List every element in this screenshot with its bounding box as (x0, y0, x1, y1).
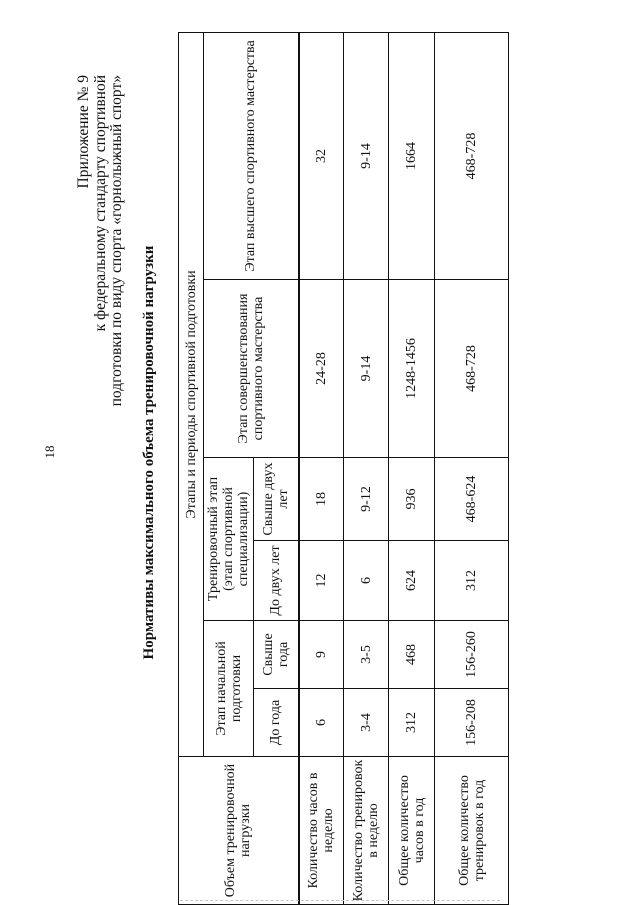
table-cell: 6 (344, 541, 389, 621)
document-title: Нормативы максимального объема тренировочной нагрузки (141, 245, 157, 660)
table-row (389, 32, 435, 904)
table-cell: 156-260 (435, 621, 509, 689)
table-cell: 6 (299, 689, 344, 757)
row-label: Количество тренировок в неделю (344, 757, 389, 905)
row-label: Количество часов в неделю (299, 757, 344, 905)
table-cell: 312 (435, 541, 509, 621)
table-cell: 12 (299, 541, 344, 621)
annex-line-1: Приложение № 9 (75, 75, 92, 189)
table-cell: 24-28 (299, 280, 344, 458)
stage-training: Тренировочный этап (этап спортивной специализации) (204, 458, 254, 621)
row-label: Общее количество часов в год (389, 757, 435, 905)
sub-initial-a: До года (254, 689, 299, 757)
annex-line-3: подготовки по виду спорта «горнолыжный спорт» (108, 75, 125, 407)
table-cell: 9-14 (344, 32, 389, 279)
table-cell: 9-12 (344, 458, 389, 541)
training-load-table (178, 32, 509, 905)
table-cell: 468-728 (435, 280, 509, 458)
sub-initial-b: Свыше года (254, 621, 299, 689)
group-header-stages: Этапы и периоды спортивной подготовки (179, 32, 204, 756)
table-cell: 9 (299, 621, 344, 689)
table-cell: 1664 (389, 32, 435, 279)
row-label: Общее количество тренировок в год (435, 757, 509, 905)
table-cell: 312 (389, 689, 435, 757)
table-cell: 1248-1456 (389, 280, 435, 458)
table-cell: 468 (389, 621, 435, 689)
annex-header (76, 75, 126, 406)
table-cell: 624 (389, 541, 435, 621)
table-cell: 3-5 (344, 621, 389, 689)
table-row (435, 32, 509, 904)
table-cell: 156-208 (435, 689, 509, 757)
scan-edge-divider (180, 900, 500, 901)
sub-training-b: Свыше двух лет (254, 458, 299, 541)
table-cell: 468-624 (435, 458, 509, 541)
table-cell: 18 (299, 458, 344, 541)
table-cell: 32 (299, 32, 344, 279)
stage-improvement: Этап совершенствования спортивного мастерства (204, 280, 299, 458)
annex-line-2: к федеральному стандарту спортивной (91, 75, 109, 332)
table-row (344, 32, 389, 904)
sub-training-a: До двух лет (254, 541, 299, 621)
page-number: 18 (42, 445, 57, 459)
col-header-load: Объем тренировочной нагрузки (179, 757, 299, 905)
table-cell: 9-14 (344, 280, 389, 458)
table-row (299, 32, 344, 904)
header-row-1 (179, 32, 204, 904)
table-cell: 468-728 (435, 32, 509, 279)
stage-higher: Этап высшего спортивного мастерства (204, 32, 299, 279)
stage-initial: Этап начальной подготовки (204, 621, 254, 757)
table-cell: 3-4 (344, 689, 389, 757)
table-cell: 936 (389, 458, 435, 541)
